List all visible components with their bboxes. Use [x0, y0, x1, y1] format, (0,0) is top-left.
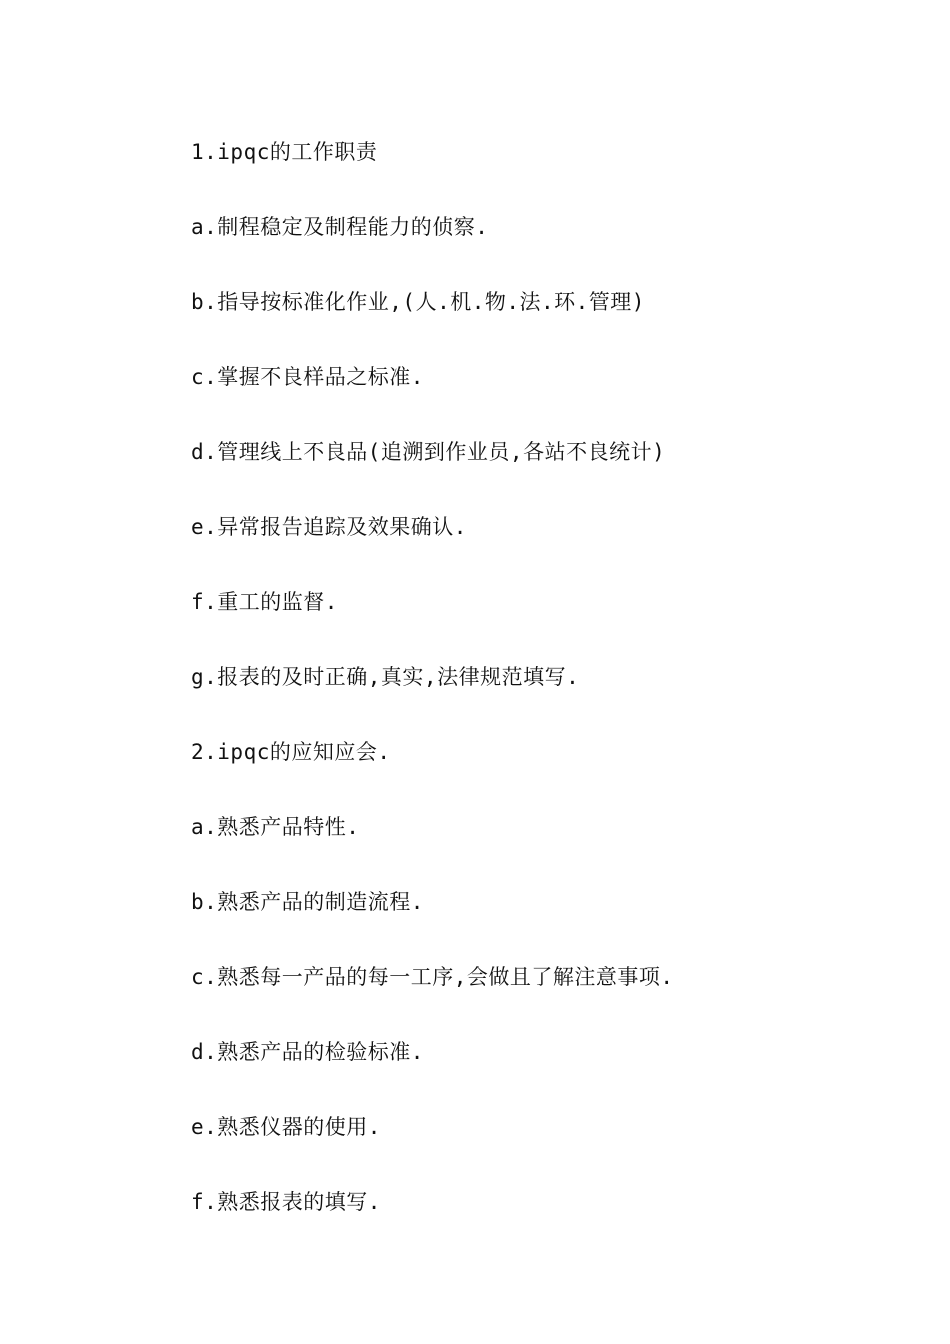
list-item: b.熟悉产品的制造流程.: [191, 890, 424, 914]
list-item: e.熟悉仪器的使用.: [191, 1115, 381, 1139]
list-item: e.异常报告追踪及效果确认.: [191, 515, 467, 539]
document-body: [191, 136, 871, 1261]
list-item: a.熟悉产品特性.: [191, 815, 360, 839]
section-heading-ipqc-knowledge: 2.ipqc的应知应会.: [191, 740, 391, 764]
list-item: d.熟悉产品的检验标准.: [191, 1040, 424, 1064]
list-item: b.指导按标准化作业,(人.机.物.法.环.管理): [191, 290, 645, 314]
section-heading-ipqc-duties: 1.ipqc的工作职责: [191, 140, 378, 164]
list-item: f.重工的监督.: [191, 590, 338, 614]
list-item: d.管理线上不良品(追溯到作业员,各站不良统计): [191, 440, 666, 464]
list-item: a.制程稳定及制程能力的侦察.: [191, 215, 489, 239]
list-item: g.报表的及时正确,真实,法律规范填写.: [191, 665, 580, 689]
list-item: f.熟悉报表的填写.: [191, 1190, 381, 1214]
list-item: c.熟悉每一产品的每一工序,会做且了解注意事项.: [191, 965, 674, 989]
list-item: c.掌握不良样品之标准.: [191, 365, 424, 389]
